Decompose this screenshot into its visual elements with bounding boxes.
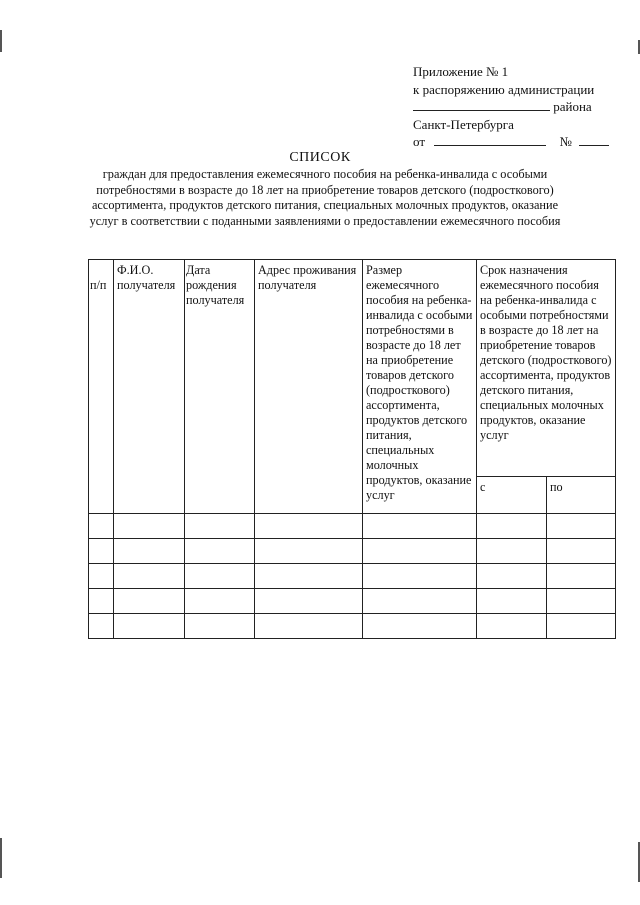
date-blank <box>434 133 546 146</box>
cell-fio <box>114 564 185 589</box>
table-row <box>89 564 616 589</box>
cell-amount <box>363 589 477 614</box>
table-row <box>89 589 616 614</box>
appendix-order-text: к распоряжению администрации <box>413 81 595 97</box>
cell-amount <box>363 539 477 564</box>
cell-term-from <box>477 614 547 639</box>
table-header-row <box>89 260 616 477</box>
recipients-table <box>88 259 616 639</box>
header-num-label: п/п <box>90 278 107 292</box>
cell-num <box>89 614 114 639</box>
header-num <box>89 260 114 514</box>
district-blank <box>413 98 550 111</box>
district-suffix: района <box>553 99 592 114</box>
cell-birth-date <box>185 614 255 639</box>
header-fio: Ф.И.О. получателя <box>114 260 185 514</box>
scan-edge-left <box>0 30 2 52</box>
header-birth-date: Дата рождения получателя <box>185 260 255 514</box>
header-amount: Размер ежемесячного пособия на ребенка-инвалида с особыми потребностями в возрасте до 18 лет на приобретение товаров детского (подросткового) ассортимента, продуктов детского питания, специальных молочных продуктов, оказание услуг <box>363 260 477 514</box>
cell-address <box>255 514 363 539</box>
cell-num <box>89 564 114 589</box>
appendix-number: Приложение № 1 <box>413 64 509 79</box>
cell-num <box>89 514 114 539</box>
cell-fio <box>114 589 185 614</box>
cell-address <box>255 614 363 639</box>
cell-term-to <box>547 514 616 539</box>
number-blank <box>579 133 609 146</box>
date-prefix: от <box>413 134 426 149</box>
cell-fio <box>114 514 185 539</box>
cell-term-to <box>547 564 616 589</box>
header-term-to: по <box>547 477 616 514</box>
cell-birth-date <box>185 539 255 564</box>
cell-num <box>89 539 114 564</box>
cell-term-to <box>547 539 616 564</box>
cell-birth-date <box>185 589 255 614</box>
cell-fio <box>114 614 185 639</box>
scan-edge-left <box>0 838 2 878</box>
cell-term-from <box>477 589 547 614</box>
appendix-date-line <box>413 133 613 151</box>
header-term-from: с <box>477 477 547 514</box>
cell-num <box>89 589 114 614</box>
cell-amount <box>363 514 477 539</box>
header-address: Адрес проживания получателя <box>255 260 363 514</box>
document-subtitle: граждан для предоставления ежемесячного пособия на ребенка-инвалида с особыми потребностями в возрасте до 18 лет на приобретение товаров детского (подросткового) ассортимента, продуктов детского питания, специальных молочных продуктов, оказание услуг в соответствии с поданными заявлениями о предоставлении ежемесячного пособия <box>89 167 561 228</box>
cell-amount <box>363 564 477 589</box>
cell-address <box>255 564 363 589</box>
cell-birth-date <box>185 564 255 589</box>
cell-fio <box>114 539 185 564</box>
table-row <box>89 539 616 564</box>
cell-term-from <box>477 514 547 539</box>
cell-amount <box>363 614 477 639</box>
cell-term-from <box>477 539 547 564</box>
header-term: Срок назначения ежемесячного пособия на ребенка-инвалида с особыми потребностями в возрасте до 18 лет на приобретение товаров детского (подросткового) ассортимента, продуктов детского питания, специальных молочных продуктов, оказание услуг <box>477 260 616 477</box>
cell-address <box>255 589 363 614</box>
appendix-block <box>413 63 613 151</box>
cell-term-from <box>477 564 547 589</box>
cell-term-to <box>547 614 616 639</box>
cell-birth-date <box>185 514 255 539</box>
number-sign: № <box>559 134 572 149</box>
cell-term-to <box>547 589 616 614</box>
table-row <box>89 514 616 539</box>
appendix-city: Санкт-Петербурга <box>413 116 514 132</box>
table-row <box>89 614 616 639</box>
cell-address <box>255 539 363 564</box>
appendix-district-line <box>413 98 613 116</box>
document-title: СПИСОК <box>289 150 351 165</box>
